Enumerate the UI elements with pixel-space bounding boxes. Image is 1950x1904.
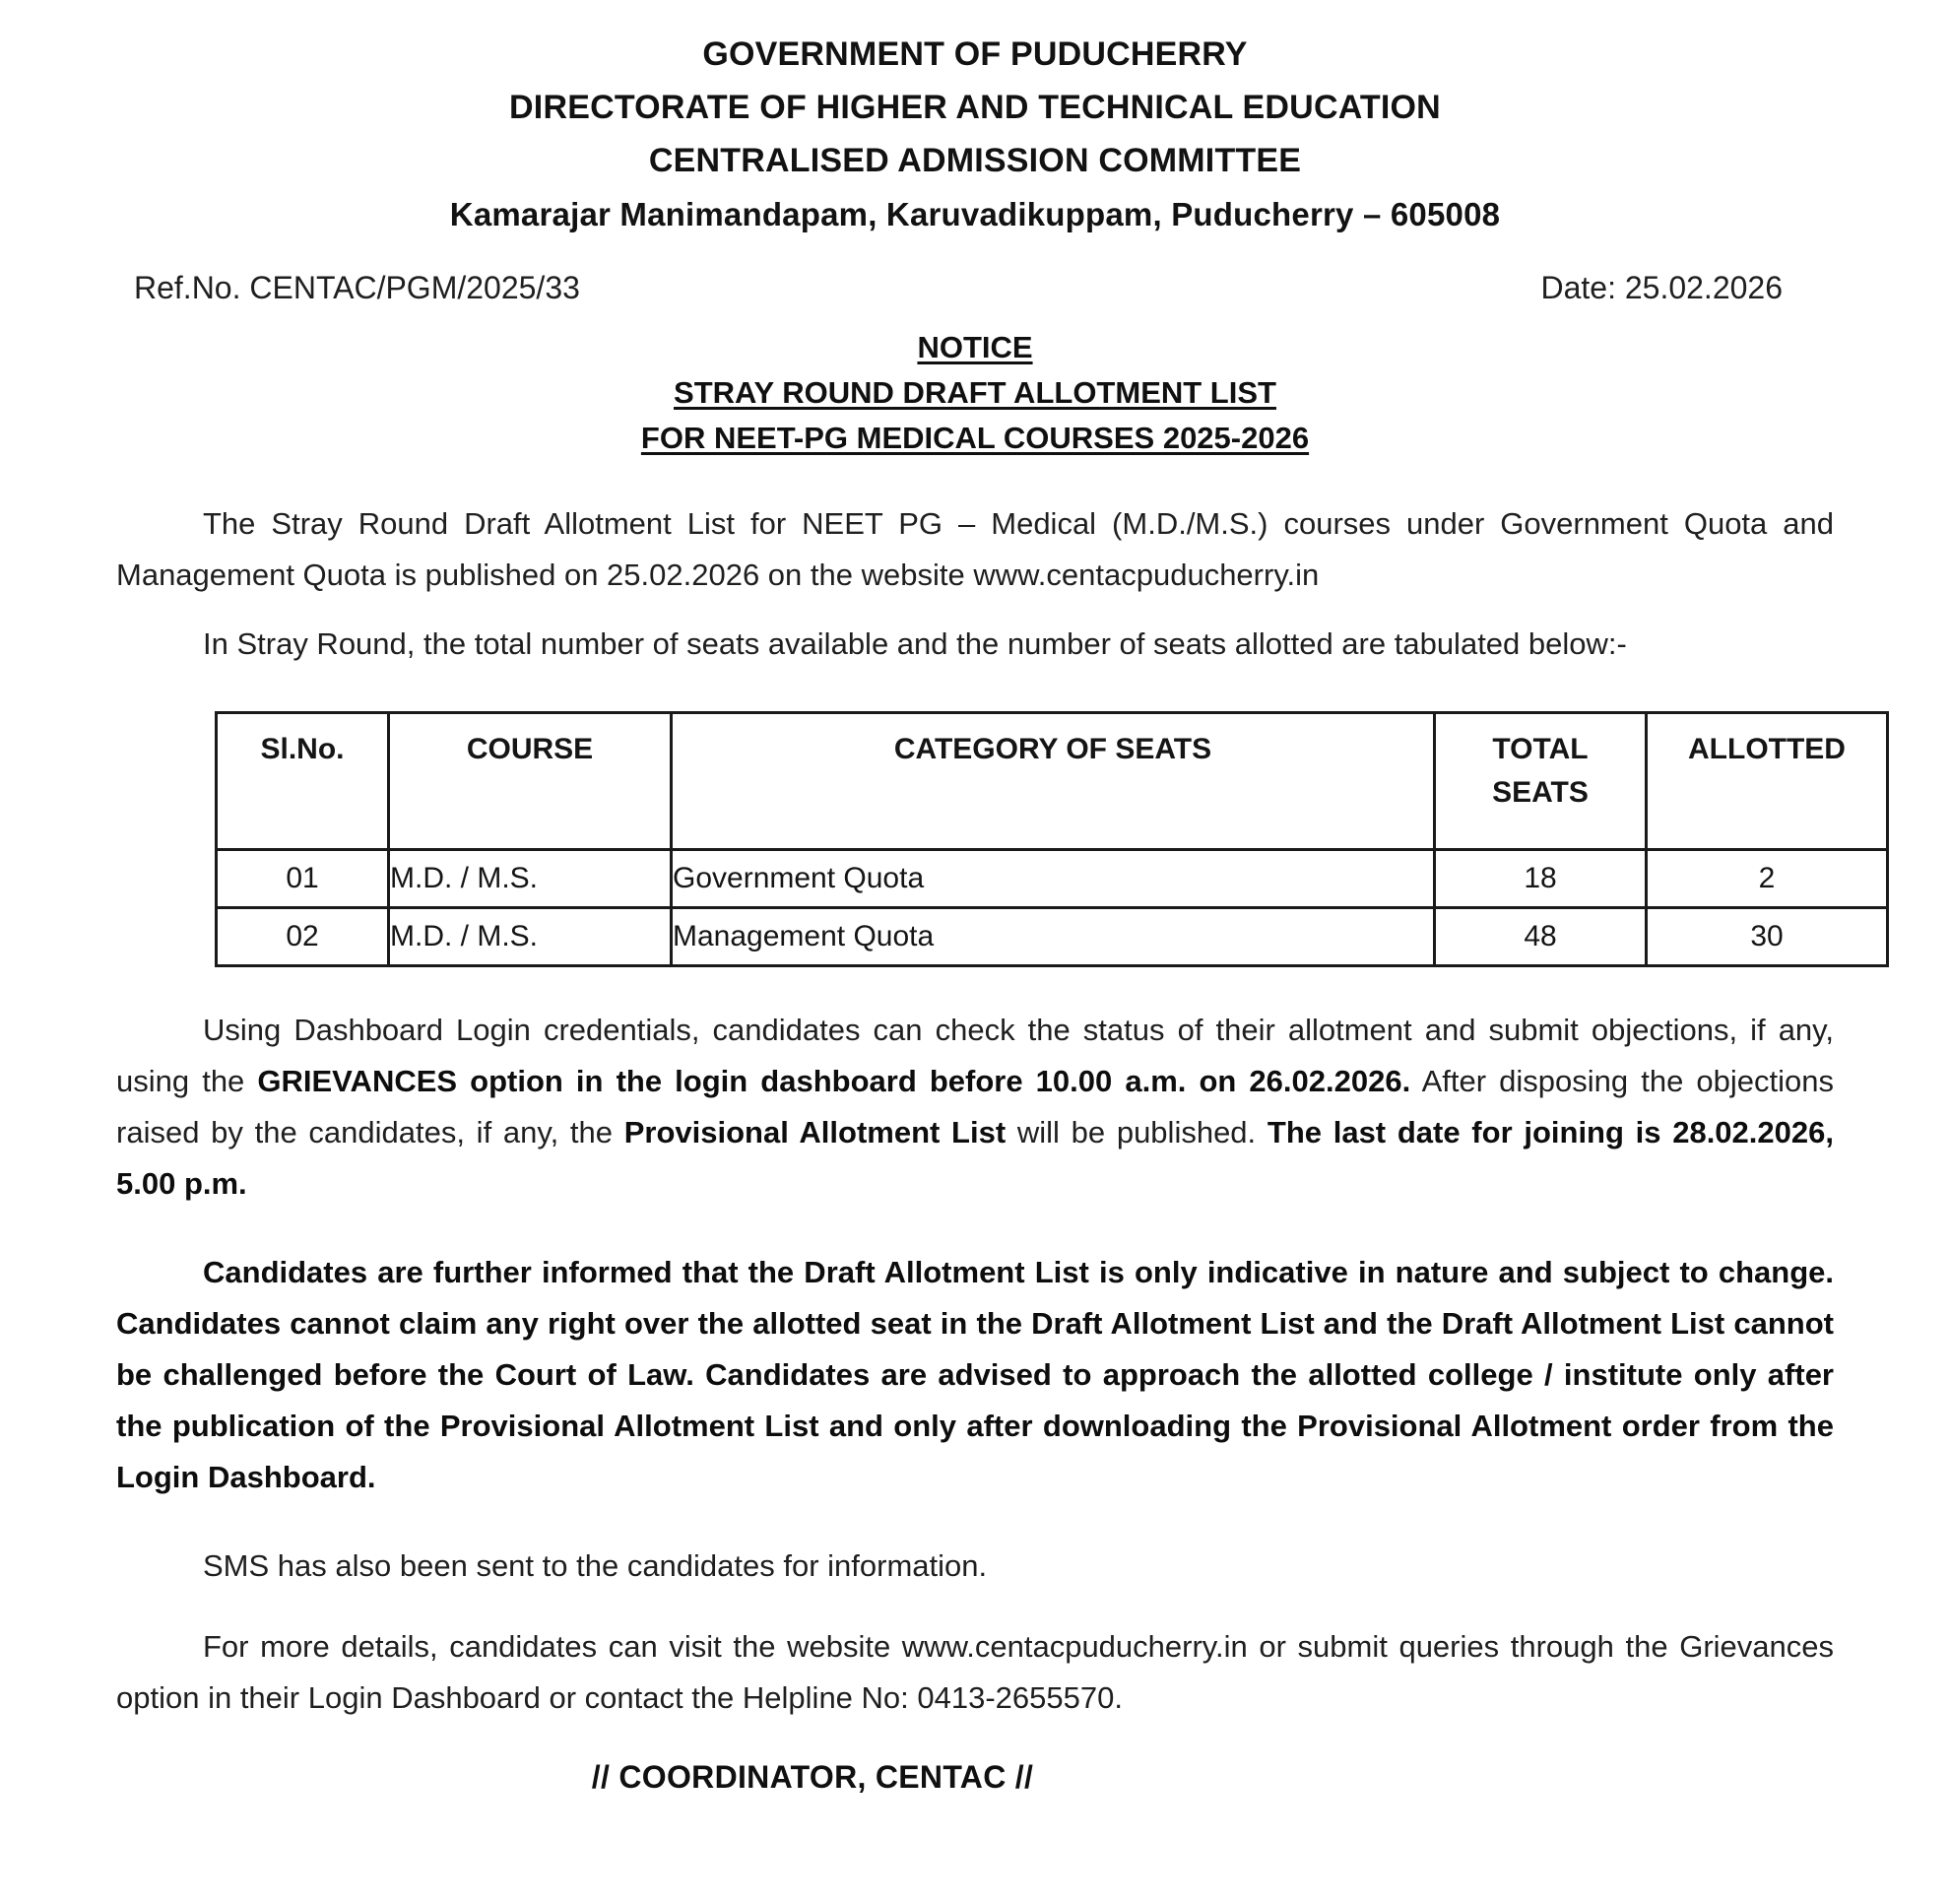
column-header-total-seats: TOTAL SEATS: [1435, 713, 1647, 850]
grievances-bold-deadline: GRIEVANCES option in the login dashboard before 10.00 a.m. on 26.02.2026.: [257, 1064, 1411, 1098]
subject-line-2: [116, 416, 1834, 461]
grievances-text-part-2: After disposing the objections raised by the candidates, if any, the: [116, 1064, 1834, 1149]
cell-total-seats: 48: [1435, 908, 1647, 966]
table-row: [217, 850, 1888, 908]
cell-course: M.D. / M.S.: [389, 908, 672, 966]
paragraph-table-intro: In Stray Round, the total number of seats available and the number of seats allotted are tabulated below:-: [203, 626, 1627, 661]
paragraph-more-details: For more details, candidates can visit the website www.centacpuducherry.in or submit queries through the Grievances option in their Login Dashboard or contact the Helpline No: 0413-2655570.: [116, 1629, 1834, 1715]
cell-category: Management Quota: [672, 908, 1435, 966]
seats-table: [215, 711, 1889, 967]
document-date: Date: 25.02.2026: [1540, 270, 1783, 305]
cell-course: M.D. / M.S.: [389, 850, 672, 908]
grievances-bold-joining-date: The last date for joining is 28.02.2026, 5.00 p.m.: [116, 1115, 1834, 1201]
subject-line-1-text: STRAY ROUND DRAFT ALLOTMENT LIST: [674, 375, 1276, 410]
notice-heading: [116, 325, 1834, 370]
column-header-course: COURSE: [389, 713, 672, 850]
letterhead-line-committee: CENTRALISED ADMISSION COMMITTEE: [648, 142, 1302, 179]
paragraph-grievances: [116, 1005, 1834, 1210]
cell-sl-no: 02: [217, 908, 389, 966]
subject-line-1: [116, 370, 1834, 416]
subject-line-2-text: FOR NEET-PG MEDICAL COURSES 2025-2026: [640, 421, 1310, 455]
column-header-allotted: ALLOTTED: [1647, 713, 1888, 850]
paragraph-publication: The Stray Round Draft Allotment List for NEET PG – Medical (M.D./M.S.) courses under Government Quota and Management Quota is published on 25.02.2026 on the website www.centacpuducherry.in: [116, 506, 1834, 592]
letterhead-line-government: GOVERNMENT OF PUDUCHERRY: [702, 35, 1248, 73]
letterhead: [116, 28, 1834, 242]
notice-title-block: [116, 325, 1834, 461]
seats-table-body: [217, 850, 1888, 966]
grievances-text-part-3: will be published.: [1006, 1115, 1268, 1149]
seats-table-wrapper: [116, 711, 1846, 967]
cell-allotted: 2: [1647, 850, 1888, 908]
grievances-bold-provisional-list: Provisional Allotment List: [623, 1115, 1007, 1149]
paragraph-indicative-notice: Candidates are further informed that the Draft Allotment List is only indicative in nature and subject to change. Candidates cannot claim any right over the allotted seat in the Draft Allotment List and the Draft Allotment List cannot be challenged before the Court of Law. Candidates are advised to approach the allotted college / institute only after the publication of the Provisional Allotment List and only after downloading the Provisional Allotment order from the Login Dashboard.: [116, 1255, 1834, 1494]
grievances-text-part-1: Using Dashboard Login credentials, candidates can check the status of their allotment and submit objections, if any, using the: [116, 1013, 1834, 1098]
signature-coordinator: // COORDINATOR, CENTAC //: [591, 1759, 1034, 1795]
paragraph-sms: SMS has also been sent to the candidates for information.: [203, 1548, 988, 1583]
cell-category: Government Quota: [672, 850, 1435, 908]
cell-sl-no: 01: [217, 850, 389, 908]
cell-total-seats: 18: [1435, 850, 1647, 908]
reference-date-row: [116, 268, 1834, 307]
seats-table-head: [217, 713, 1888, 850]
table-header-row: [217, 713, 1888, 850]
cell-allotted: 30: [1647, 908, 1888, 966]
notice-heading-text: NOTICE: [917, 330, 1033, 364]
table-row: [217, 908, 1888, 966]
column-header-sl-no: Sl.No.: [217, 713, 389, 850]
column-header-category: CATEGORY OF SEATS: [672, 713, 1435, 850]
reference-number: Ref.No. CENTAC/PGM/2025/33: [134, 270, 580, 305]
letterhead-line-address: Kamarajar Manimandapam, Karuvadikuppam, Puducherry – 605008: [449, 196, 1501, 232]
letterhead-line-directorate: DIRECTORATE OF HIGHER AND TECHNICAL EDUCATION: [509, 89, 1441, 126]
